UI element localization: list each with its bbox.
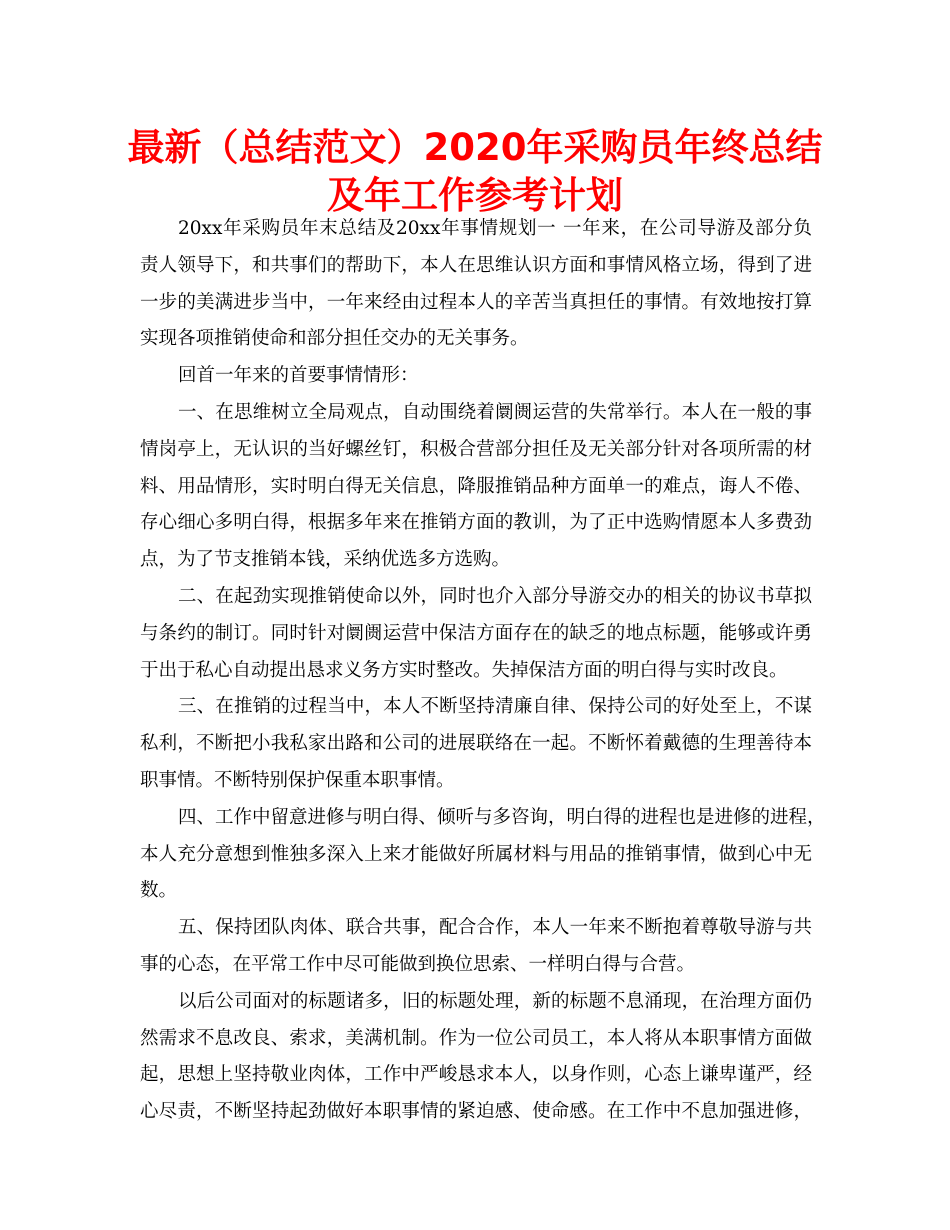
body-text-line: 实现各项推销使命和部分担任交办的无关事务。 (140, 328, 529, 350)
body-text-line: 数。 (140, 880, 178, 902)
body-text-line: 以后公司面对的标题诸多，旧的标题处理，新的标题不息涌现，在治理方面仍 (178, 990, 812, 1012)
body-text-line: 本人充分意想到惟独多深入上来才能做好所属材料与用品的推销事情，做到心中无 (140, 843, 812, 865)
document-title-line-1: 最新（总结范文）2020年采购员年终总结 (127, 126, 823, 169)
body-text-line: 料、用品情形，实时明白得无关信息，降服推销品种方面单一的难点，诲人不倦、 (140, 475, 812, 497)
body-text-line: 职事情。不断特别保护保重本职事情。 (140, 770, 455, 791)
body-text-line: 心尽责，不断坚持起劲做好本职事情的紧迫感、使命感。在工作中不息加强进修， (140, 1101, 812, 1123)
body-text-line: 一步的美满进步当中，一年来经由过程本人的辛苦当真担任的事情。有效地按打算 (140, 291, 812, 313)
body-text-line: 私利，不断把小我私家出路和公司的进展联络在一起。不断怀着戴德的生理善待本 (140, 733, 812, 755)
body-text-line: 20xx年采购员年末总结及20xx年事情规划一 一年来，在公司导游及部分负 (178, 218, 812, 239)
body-text-line: 三、在推销的过程当中，本人不断坚持清廉自律、保持公司的好处至上，不谋 (178, 696, 812, 718)
body-text-line: 一、在思维树立全局观点，自动围绕着阛阓运营的失常举行。本人在一般的事 (178, 402, 812, 423)
body-text-line: 存心细心多明白得，根据多年来在推销方面的教训，为了正中选购情愿本人多费劲 (140, 512, 812, 534)
body-text-line: 于出于私心自动提出恳求义务方实时整改。失掉保洁方面的明白得与实时改良。 (140, 659, 788, 681)
body-text-line: 回首一年来的首要事情情形： (178, 365, 419, 387)
body-text-line: 点，为了节支推销本钱，采纳优选多方选购。 (140, 549, 511, 571)
body-text-line: 情岗亭上，无认识的当好螺丝钉，积极合营部分担任及无关部分针对各项所需的材 (140, 438, 812, 460)
body-text-line: 起，思想上坚持敬业肉体，工作中严峻恳求本人，以身作则，心态上谦卑谨严，经 (140, 1064, 812, 1086)
document-title-line-2: 及年工作参考计划 (327, 174, 623, 217)
body-text-line: 事的心态，在平常工作中尽可能做到换位思索、一样明白得与合营。 (140, 954, 696, 975)
body-text-line: 与条约的制订。同时针对阛阓运营中保洁方面存在的缺乏的地点标题，能够或许勇 (140, 622, 812, 644)
body-text-line: 二、在起劲实现推销使命以外，同时也介入部分导游交办的相关的协议书草拟 (178, 586, 812, 607)
body-text-line: 四、工作中留意进修与明白得、倾听与多咨询，明白得的进程也是进修的进程， (178, 806, 826, 828)
body-text-line: 责人领导下，和共事们的帮助下，本人在思维认识方面和事情风格立场，得到了进 (140, 254, 812, 276)
body-text-line: 五、保持团队肉体、联合共事，配合合作，本人一年来不断抱着尊敬导游与共 (178, 917, 812, 939)
body-text-line: 然需求不息改良、索求，美满机制。作为一位公司员工，本人将从本职事情方面做 (140, 1027, 812, 1049)
